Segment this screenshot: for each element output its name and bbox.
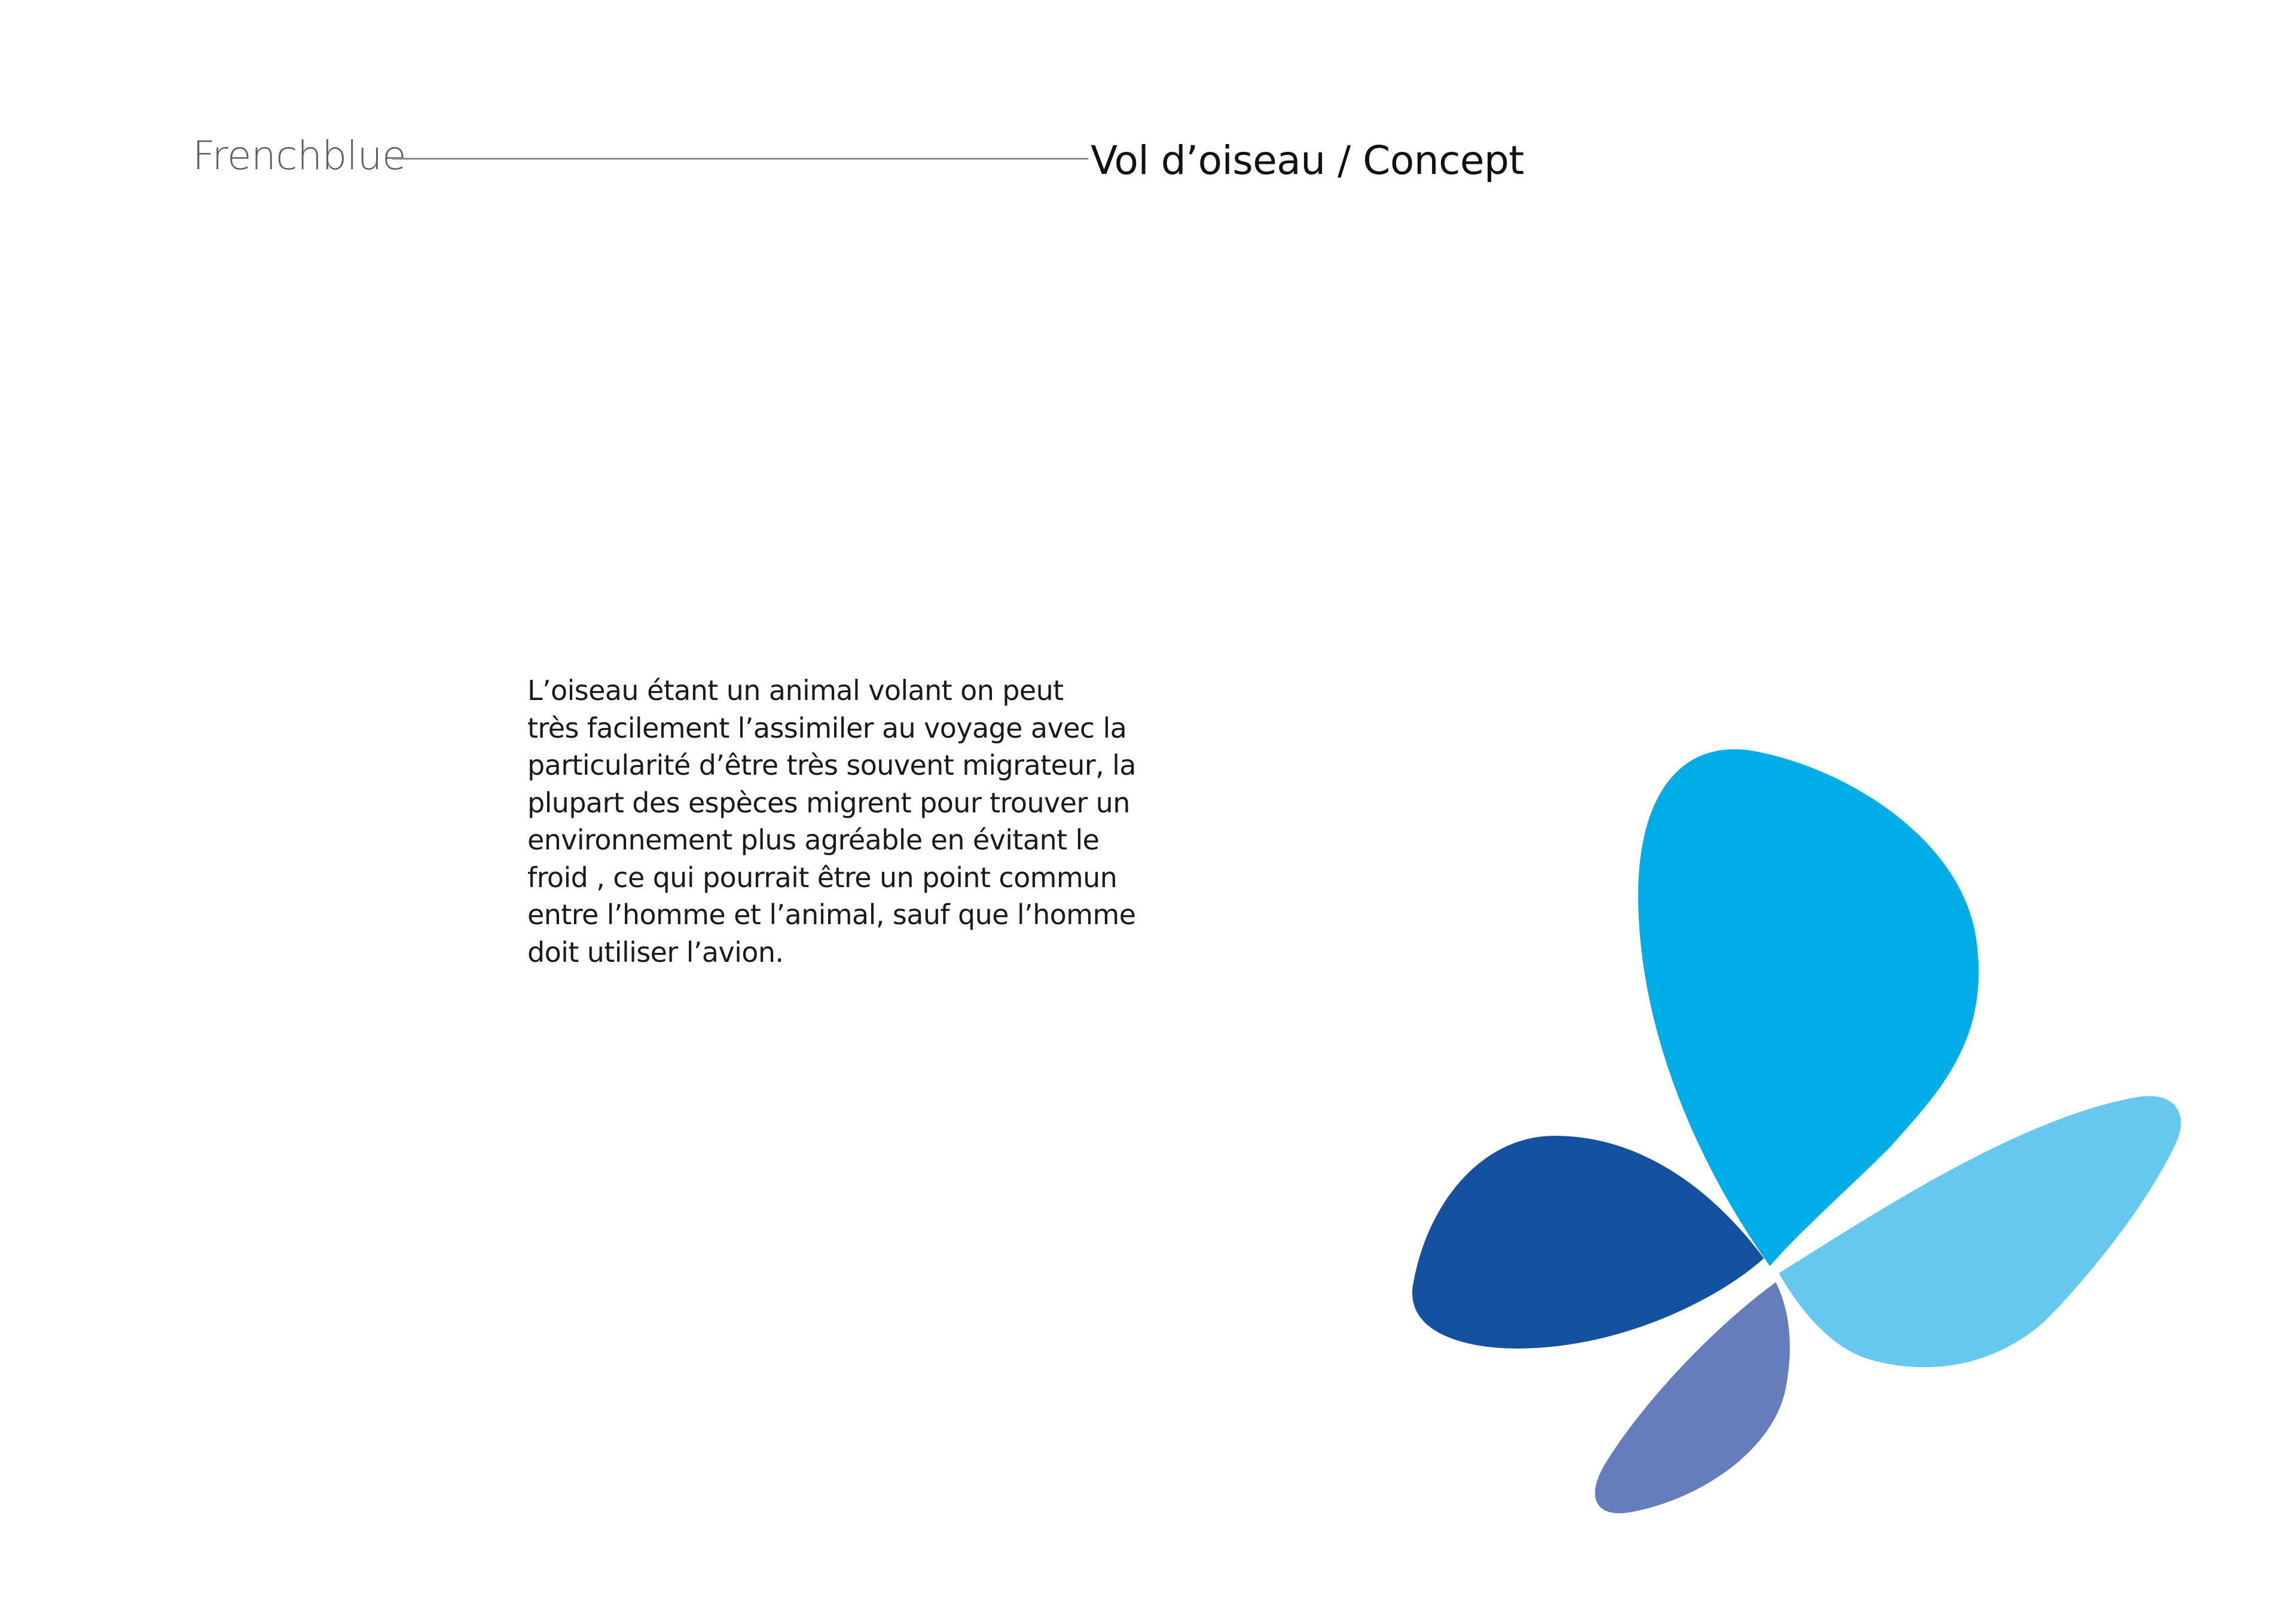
bird-logo-icon: [1375, 717, 2212, 1542]
concept-paragraph: [527, 672, 1221, 971]
paragraph-line: environnement plus agréable en évitant le: [527, 824, 1100, 856]
header-rule: [392, 158, 1088, 160]
paragraph-line: très facilement l’assimiler au voyage avec la: [527, 711, 1127, 744]
paragraph-line: doit utiliser l’avion.: [527, 936, 784, 968]
paragraph-line: L’oiseau étant un animal volant on peut: [527, 674, 1064, 707]
paragraph-line: plupart des espèces migrent pour trouver un: [527, 786, 1130, 819]
section-title: Vol d’oiseau / Concept: [1091, 137, 1524, 184]
paragraph-line: entre l’homme et l’animal, sauf que l’homme: [527, 898, 1136, 931]
paragraph-line: particularité d’être très souvent migrateur, la: [527, 749, 1136, 781]
page-header: [0, 0, 2296, 239]
paragraph-line: froid , ce qui pourrait être un point commun: [527, 861, 1118, 894]
brand-name: Frenchblue: [193, 133, 407, 179]
